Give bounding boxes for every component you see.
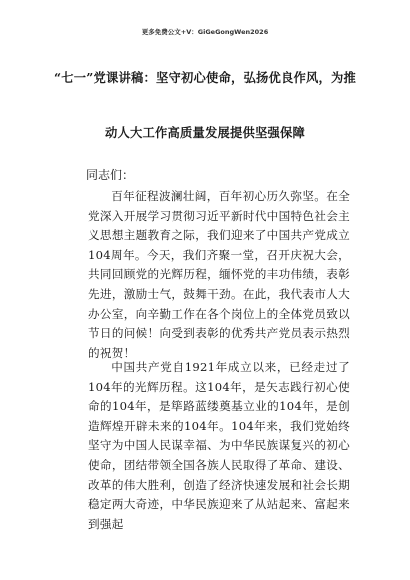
- header-note: 更多免费公文+V：GiGeGongWen2026: [141, 28, 269, 36]
- document-title-line-1: “七一”党课讲稿：坚守初心使命，弘扬优良作风，为推: [54, 70, 356, 85]
- body-paragraph: 百年征程波澜壮阔，百年初心历久弥坚。在全党深入开展学习贯彻习近平新时代中国特色社会主义思想主题教育之际，我们迎来了中国共产党成立104周年。今天，我们齐聚一堂，召开庆祝大会，共同回顾党的光辉历程，缅怀党的丰功伟绩，表彰先进，激励士气，鼓舞干劲。在此，我代表市人大办公室，向辛勤工作在各个岗位上的全体党员致以节日的问候！向受到表彰的优秀共产党员表示热烈的祝贺！: [88, 189, 350, 360]
- document-title-line-2: 动人大工作高质量发展提供坚强保障: [105, 125, 305, 140]
- greeting: 同志们：: [86, 168, 135, 182]
- body-paragraph: 中国共产党自1921年成立以来，已经走过了104年的光辉历程。这104年，是矢志践行初心使命的104年，是筚路蓝缕奠基立业的104年，是创造辉煌开辟未来的104年。104年来，我们党始终坚守为中国人民谋幸福、为中华民族谋复兴的初心使命，团结带领全国各族人民取得了革命、建设、改革的伟大胜利，创造了经济快速发展和社会长期稳定两大奇迹，中华民族迎来了从站起来、富起来到强起: [88, 360, 350, 531]
